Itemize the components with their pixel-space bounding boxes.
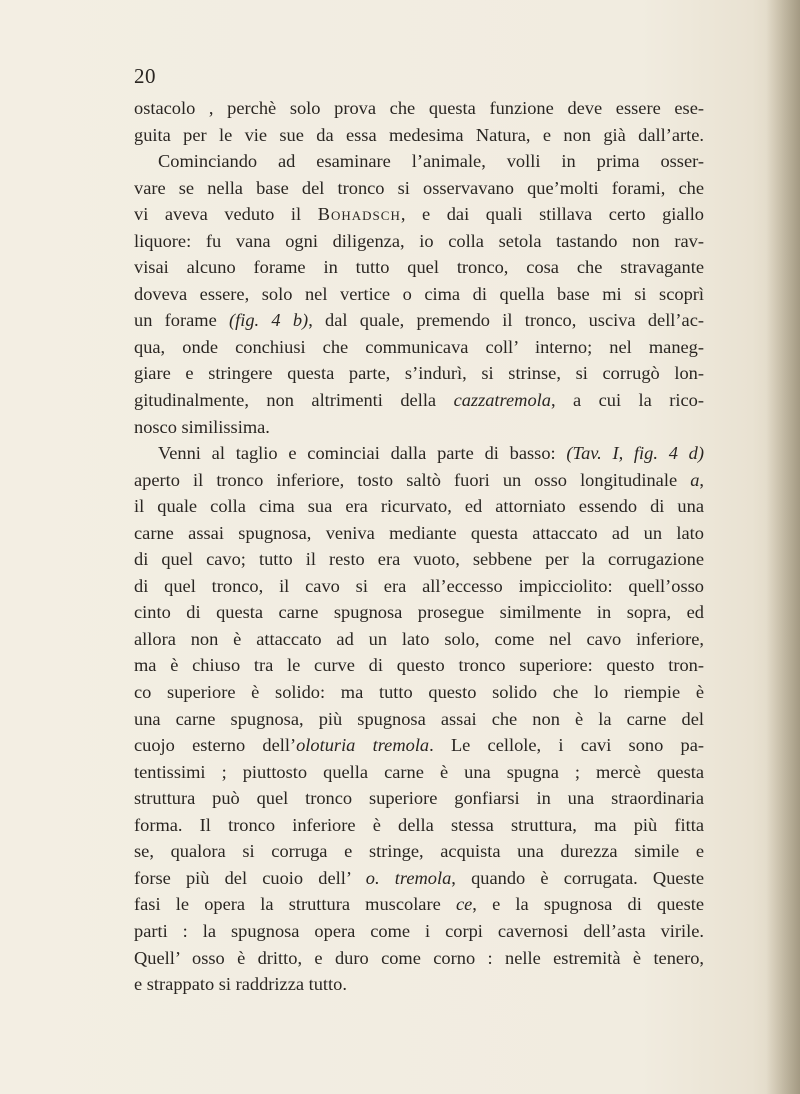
text-run: . Le cellole, i cavi sono pa- — [429, 735, 704, 756]
text-run: struttura può quel tronco superiore gonfiarsi in una straordinaria — [134, 788, 704, 809]
text-line — [134, 228, 704, 255]
text-line — [134, 626, 704, 653]
text-line — [134, 175, 704, 202]
text-run: un forame — [134, 310, 229, 331]
text-line — [134, 759, 704, 786]
text-run: ostacolo , perchè solo prova che questa funzione deve essere ese- — [134, 98, 704, 118]
text-line — [134, 706, 704, 733]
text-run: , e dai quali stillava certo giallo — [400, 204, 704, 225]
text-line — [134, 918, 704, 945]
text-line — [134, 520, 704, 547]
text-run: Cominciando ad esaminare l’animale, volli in prima osser- — [158, 151, 704, 172]
text-run: liquore: fu vana ogni diligenza, io colla setola tastando non rav- — [134, 230, 704, 251]
text-line — [134, 307, 704, 334]
text-line — [134, 971, 704, 998]
text-line — [134, 891, 704, 918]
text-run: vare se nella base del tronco si osservavano que’molti forami, che — [134, 177, 704, 198]
text-run: cuojo esterno dell’ — [134, 735, 297, 756]
italic-text: o. tremola — [365, 867, 452, 888]
text-run: se, qualora si corruga e stringe, acquista una durezza simile e — [134, 841, 704, 862]
text-line — [134, 334, 704, 361]
text-run: tentissimi ; piuttosto quella carne è una spugna ; mercè questa — [134, 761, 704, 782]
italic-text: oloturia tremola — [296, 735, 430, 756]
text-line — [134, 201, 704, 228]
text-line — [134, 467, 704, 494]
text-line — [134, 945, 704, 972]
text-run: Quell’ osso è dritto, e duro come corno : nelle estremità è tenero, — [134, 947, 704, 968]
text-line — [134, 573, 704, 600]
italic-text: (fig. 4 b) — [229, 310, 309, 331]
text-line — [134, 838, 704, 865]
text-run: parti : la spugnosa opera come i corpi cavernosi dell’asta virile. — [134, 920, 704, 941]
text-run: visai alcuno forame in tutto quel tronco, cosa che stravagante — [134, 257, 704, 278]
text-run: gitudinalmente, non altrimenti della — [134, 390, 454, 411]
text-run: co superiore è solido: ma tutto questo solido che lo riempie è — [134, 682, 704, 703]
text-line — [134, 148, 704, 175]
text-line — [134, 546, 704, 573]
page-number: 20 — [134, 64, 156, 88]
text-run: una carne spugnosa, più spugnosa assai che non è la carne del — [134, 708, 704, 729]
text-line — [134, 360, 704, 387]
text-line — [134, 414, 704, 441]
text-run: Venni al taglio e cominciai dalla parte di basso: — [158, 443, 567, 464]
text-line — [134, 812, 704, 839]
text-run: nosco similissima. — [134, 416, 270, 437]
text-run: doveva essere, solo nel vertice o cima di quella base mi si scoprì — [134, 283, 704, 304]
text-line — [134, 652, 704, 679]
text-line — [134, 599, 704, 626]
text-run: vi aveva veduto il — [134, 204, 318, 225]
text-run: qua, onde conchiusi che communicava coll’ interno; nel maneg- — [134, 336, 704, 357]
text-line — [134, 281, 704, 308]
text-run: , dal quale, premendo il tronco, usciva dell’ac- — [308, 310, 704, 331]
text-run: cinto di questa carne spugnosa prosegue similmente in sopra, ed — [134, 602, 704, 623]
text-run: di quel tronco, il cavo si era all’eccesso impicciolito: quell’osso — [134, 575, 704, 596]
italic-text: a — [690, 469, 700, 490]
text-line — [134, 493, 704, 520]
text-run: di quel cavo; tutto il resto era vuoto, sebbene per la corrugazione — [134, 549, 704, 570]
text-line — [134, 95, 704, 122]
text-line — [134, 865, 704, 892]
text-run: guita per le vie sue da essa medesima Natura, e non già dall’arte. — [134, 124, 704, 145]
smallcaps-text: Bohadsch — [317, 204, 401, 225]
text-run: forma. Il tronco inferiore è della stessa struttura, ma più fitta — [134, 814, 704, 835]
text-run: , quando è corrugata. Queste — [451, 867, 704, 888]
text-line — [134, 679, 704, 706]
text-line — [134, 440, 704, 467]
body-text — [134, 95, 704, 998]
page-edge-shadow — [766, 0, 800, 1094]
text-run: fasi le opera la struttura muscolare — [134, 894, 456, 915]
text-line — [134, 387, 704, 414]
text-run: aperto il tronco inferiore, tosto saltò fuori un osso longitudinale — [134, 469, 691, 490]
text-run: , a cui la rico- — [550, 390, 704, 411]
italic-text: ce — [455, 894, 473, 915]
italic-text: (Tav. I, fig. 4 d) — [566, 443, 704, 464]
text-run: ma è chiuso tra le curve di questo tronco superiore: questo tron- — [134, 655, 704, 676]
text-run: e strappato si raddrizza tutto. — [134, 974, 347, 995]
italic-text: cazzatremola — [453, 390, 551, 411]
text-run: forse più del cuoio dell’ — [134, 867, 366, 888]
text-run: carne assai spugnosa, veniva mediante questa attaccato ad un lato — [134, 522, 704, 543]
text-line — [134, 254, 704, 281]
text-run: allora non è attaccato ad un lato solo, come nel cavo inferiore, — [134, 628, 704, 649]
text-line — [134, 785, 704, 812]
text-run: il quale colla cima sua era ricurvato, ed attorniato essendo di una — [134, 496, 704, 517]
text-line — [134, 732, 704, 759]
text-line — [134, 122, 704, 149]
text-run: , — [699, 469, 704, 490]
text-run: , e la spugnosa di queste — [472, 894, 705, 915]
text-run: giare e stringere questa parte, s’indurì, si strinse, si corrugò lon- — [134, 363, 704, 384]
